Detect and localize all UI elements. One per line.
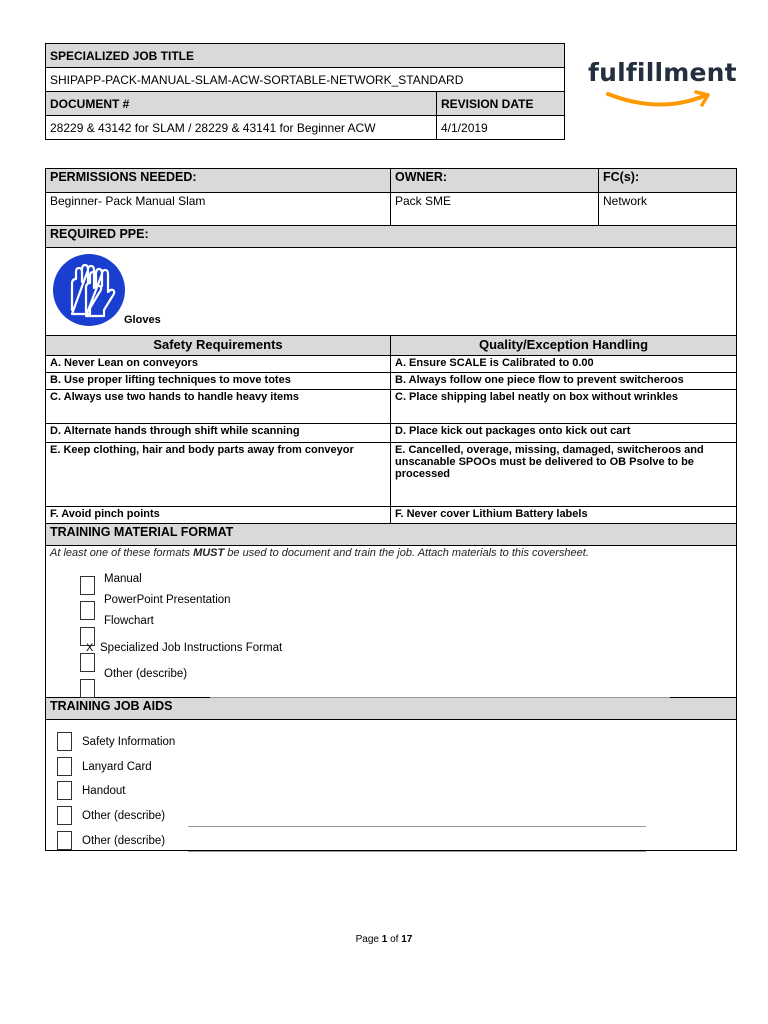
main-form-table [45,168,737,851]
job-aid-other-2-line[interactable] [188,851,646,852]
format-checkmark-sji: X [86,642,94,654]
document-number-value: 28229 & 43142 for SLAM / 28229 & 43141 for Beginner ACW [46,116,437,140]
ppe-label: REQUIRED PPE: [46,226,737,248]
safety-header: Safety Requirements [46,336,391,356]
amazon-smile-arrow-icon [604,88,714,112]
job-aids-label: TRAINING JOB AIDS [46,698,737,720]
ppe-item-label: Gloves [124,314,161,326]
fulfillment-logo [588,58,738,118]
footer-page-number: 1 [381,934,388,945]
fc-value: Network [599,193,737,226]
safety-item: F. Avoid pinch points [46,507,391,524]
safety-item: A. Never Lean on conveyors [46,356,391,373]
logo-text: fulfillment [588,58,737,87]
format-label-sji: Specialized Job Instructions Format [100,642,283,654]
gloves-icon [52,248,126,332]
job-aid-checkbox-lanyard[interactable] [57,757,72,776]
job-aid-checkbox-safety-info[interactable] [57,732,72,751]
format-label-flowchart: Flowchart [104,615,154,627]
revision-date-label: REVISION DATE [437,92,565,116]
format-checkbox-other[interactable] [80,679,95,698]
format-checkbox-sji[interactable] [80,653,95,672]
format-checkbox-manual[interactable] [80,576,95,595]
format-label-other: Other (describe) [104,668,188,680]
owner-value: Pack SME [391,193,599,226]
revision-date-value: 4/1/2019 [437,116,565,140]
job-aid-checkbox-other-1[interactable] [57,806,72,825]
format-label-manual: Manual [104,573,142,585]
quality-item: F. Never cover Lithium Battery labels [391,507,737,524]
format-checkbox-powerpoint[interactable] [80,601,95,620]
job-aid-other-1-line[interactable] [188,826,646,827]
permissions-value: Beginner- Pack Manual Slam [46,193,391,226]
safety-item: D. Alternate hands through shift while scanning [46,424,391,443]
document-number-label: DOCUMENT # [46,92,437,116]
quality-item: A. Ensure SCALE is Calibrated to 0.00 [391,356,737,373]
safety-item: C. Always use two hands to handle heavy items [46,390,391,424]
owner-label: OWNER: [391,169,599,193]
job-title-label: SPECIALIZED JOB TITLE [46,44,565,68]
safety-item: E. Keep clothing, hair and body parts away from conveyor [46,443,391,507]
footer-of-word: of [390,934,399,945]
header-table [45,43,565,140]
fc-label: FC(s): [599,169,737,193]
safety-item: B. Use proper lifting techniques to move totes [46,373,391,390]
format-other-describe-line[interactable] [210,697,670,698]
format-label-powerpoint: PowerPoint Presentation [104,594,231,606]
quality-item: D. Place kick out packages onto kick out cart [391,424,737,443]
quality-header: Quality/Exception Handling [391,336,737,356]
quality-item: E. Cancelled, overage, missing, damaged, switcheroos and unscanable SPOOs must be delivered to OB Psolve to be processed [391,443,737,507]
job-aid-label-other-1: Other (describe) [82,810,166,822]
page-footer [0,934,768,945]
quality-item: C. Place shipping label neatly on box without wrinkles [391,390,737,424]
footer-page-word: Page [355,934,379,945]
footer-page-total: 17 [401,934,413,945]
job-aid-label-handout: Handout [82,785,126,797]
job-aid-label-other-2: Other (describe) [82,835,166,847]
training-format-label: TRAINING MATERIAL FORMAT [46,524,737,546]
training-format-note: At least one of these formats MUST be used to document and train the job. Attach materials to this coversheet. [50,547,589,559]
job-title-value: SHIPAPP-PACK-MANUAL-SLAM-ACW-SORTABLE-NETWORK_STANDARD [46,68,565,92]
job-aid-checkbox-handout[interactable] [57,781,72,800]
quality-item: B. Always follow one piece flow to prevent switcheroos [391,373,737,390]
job-aid-label-safety-info: Safety Information [82,736,176,748]
job-aid-checkbox-other-2[interactable] [57,831,72,850]
permissions-label: PERMISSIONS NEEDED: [46,169,391,193]
job-aid-label-lanyard: Lanyard Card [82,761,152,773]
